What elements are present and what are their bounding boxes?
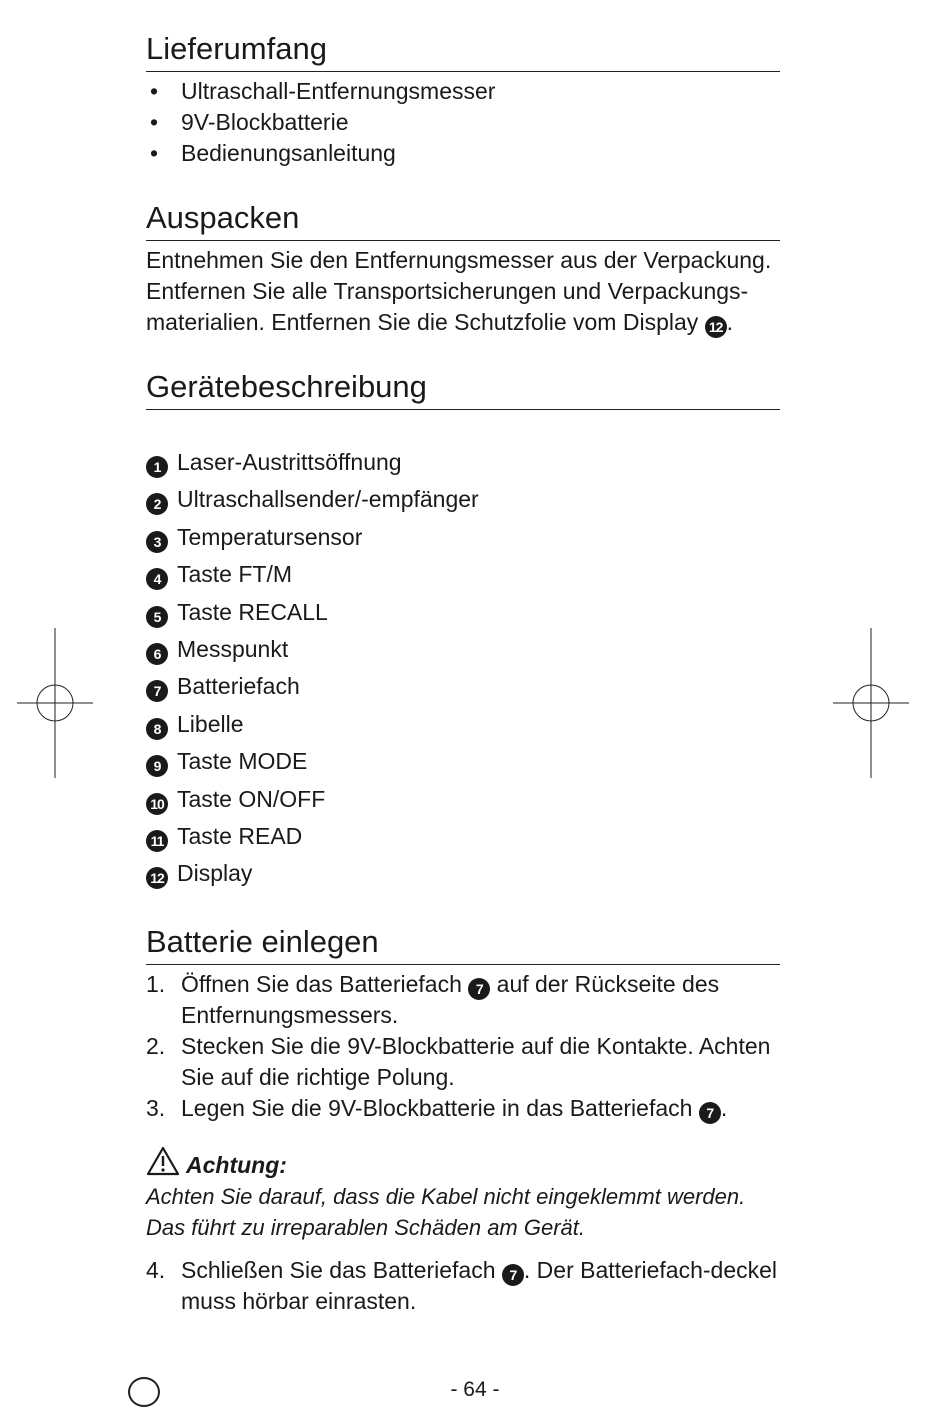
list-item: 6 Messpunkt [146, 631, 780, 668]
number-badge: 6 [146, 643, 168, 665]
number-badge: 7 [468, 978, 490, 1000]
number-badge: 4 [146, 568, 168, 590]
step-item: 2. Stecken Sie die 9V-Blockbatterie auf die Kontakte. Achten Sie auf die richtige Polung. [146, 1032, 771, 1090]
number-badge: 2 [146, 493, 168, 515]
list-item: 10 Taste ON/OFF [146, 781, 780, 818]
bullet-icon: • [150, 78, 159, 104]
bullet-icon: • [150, 140, 159, 166]
list-item: • Bedienungsanleitung [146, 138, 780, 169]
section-heading: Gerätebeschreibung [146, 368, 780, 410]
list-item: 5 Taste RECALL [146, 594, 780, 631]
warning-title: Achtung: [146, 1146, 780, 1181]
number-badge: 1 [146, 456, 168, 478]
section-batterie-einlegen [146, 923, 780, 1317]
section-lieferumfang [146, 30, 780, 169]
step-item: 3. Legen Sie die 9V-Blockbatterie in das Batteriefach 7 . [146, 1093, 780, 1124]
number-badge: 7 [146, 680, 168, 702]
step-item: 4. Schließen Sie das Batteriefach 7 . Der Batteriefach-deckel muss hörbar einrasten. [146, 1256, 778, 1314]
number-badge: 7 [699, 1102, 721, 1124]
list-item: 8 Libelle [146, 706, 780, 743]
list-item: 3 Temperatursensor [146, 519, 780, 556]
section-heading: Auspacken [146, 199, 780, 241]
number-badge: 8 [146, 718, 168, 740]
list-item: 12 Display [146, 855, 780, 892]
number-badge: 5 [146, 606, 168, 628]
list-item: 2 Ultraschallsender/-empfänger [146, 481, 780, 518]
number-badge: 7 [502, 1264, 524, 1286]
number-badge: 9 [146, 755, 168, 777]
paragraph: Entnehmen Sie den Entfernungsmesser aus der Verpackung. Entfernen Sie alle Transportsicherungen und Verpackungs-materialien. Entfernen Sie die Schutzfolie vom Display 12 . [146, 245, 780, 338]
list-item: 9 Taste MODE [146, 743, 780, 780]
number-badge: 10 [146, 793, 168, 815]
step-item: 1. Öffnen Sie das Batteriefach 7 auf der Rückseite des Entfernungsmessers. [146, 970, 720, 1028]
parts-list [146, 444, 780, 893]
number-badge: 12 [146, 867, 168, 889]
list-item: • 9V-Blockbatterie [146, 107, 780, 138]
list-item: 11 Taste READ [146, 818, 780, 855]
section-geraetebeschreibung [146, 368, 780, 893]
number-badge: 3 [146, 531, 168, 553]
list-item: 7 Batteriefach [146, 668, 780, 705]
steps-list-continued [146, 1255, 780, 1317]
crosshair-registration-mark-icon [833, 628, 909, 778]
number-badge: 11 [146, 830, 168, 852]
page-number: - 64 - [450, 1378, 500, 1401]
section-heading: Lieferumfang [146, 30, 780, 72]
number-badge: 12 [705, 316, 727, 338]
list-item: 1 Laser-Austrittsöffnung [146, 444, 780, 481]
delivery-list [146, 76, 780, 169]
crosshair-registration-mark-icon [17, 628, 93, 778]
warning-text: Achten Sie darauf, dass die Kabel nicht eingeklemmt werden. Das führt zu irreparablen Schäden am Gerät. [146, 1183, 746, 1240]
warning-box [146, 1146, 780, 1243]
section-heading: Batterie einlegen [146, 923, 780, 965]
list-item: • Ultraschall-Entfernungsmesser [146, 76, 780, 107]
section-auspacken [146, 199, 780, 338]
list-item: 4 Taste FT/M [146, 556, 780, 593]
bullet-icon: • [150, 109, 159, 135]
warning-triangle-icon [146, 1146, 180, 1176]
manual-page-content [146, 30, 780, 1347]
steps-list [146, 969, 780, 1124]
